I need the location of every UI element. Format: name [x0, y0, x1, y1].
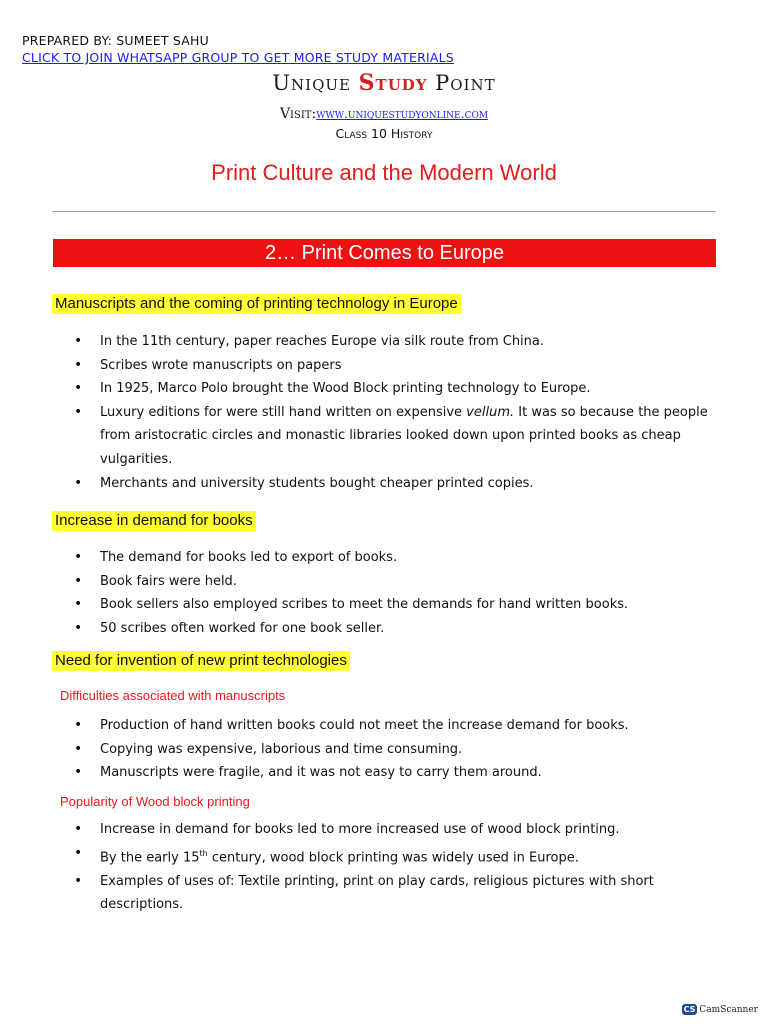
section-heading-manuscripts: Manuscripts and the coming of printing technology in Europe — [52, 294, 461, 314]
camscanner-logo-icon: CS — [683, 1005, 696, 1014]
ordinal-superscript: th — [199, 848, 208, 858]
list-item: • In 1925, Marco Polo brought the Wood Block printing technology to Europe. — [74, 377, 714, 401]
list-item: • Book fairs were held. — [74, 570, 714, 594]
demand-list — [74, 546, 714, 640]
list-item: • The demand for books led to export of books. — [74, 546, 714, 570]
section-heading-new-technologies: Need for invention of new print technologies — [52, 651, 350, 671]
wood-block-list — [74, 818, 714, 917]
list-item-text: By the early 15 — [100, 849, 200, 865]
chapter-title: Print Culture and the Modern World — [211, 160, 557, 185]
list-item: • Scribes wrote manuscripts on papers — [74, 354, 714, 378]
section-banner: 2… Print Comes to Europe — [53, 239, 716, 267]
list-item — [74, 401, 714, 472]
list-item-text-rest: It was so because the people from aristocratic circles and monastic libraries looked down upon printed books as cheap vulgarities. — [100, 404, 708, 467]
subheading-difficulties: Difficulties associated with manuscripts — [60, 688, 286, 703]
visit-line — [0, 106, 768, 122]
divider — [52, 211, 716, 212]
difficulties-list — [74, 714, 714, 785]
class-subject: Class 10 History — [335, 126, 433, 141]
brand-word-point: Point — [427, 71, 496, 95]
vellum-word: vellum. — [466, 404, 515, 420]
subheading-wood-block: Popularity of Wood block printing — [60, 794, 250, 809]
list-item: • In the 11th century, paper reaches Europe via silk route from China. — [74, 330, 714, 354]
camscanner-text: CamScanner — [699, 1004, 758, 1015]
section-heading-demand: Increase in demand for books — [52, 511, 256, 531]
list-item: • 50 scribes often worked for one book seller. — [74, 617, 714, 641]
list-item-text-rest: century, wood block printing was widely used in Europe. — [207, 849, 579, 865]
manuscripts-list — [74, 330, 714, 495]
brand-word-study: Study — [358, 70, 428, 96]
list-item-text: Luxury editions for were still hand written on expensive — [100, 404, 467, 420]
list-item — [74, 842, 714, 870]
list-item: • Merchants and university students bought cheaper printed copies. — [74, 472, 714, 496]
list-item: • Examples of uses of: Textile printing, print on play cards, religious pictures with short descriptions. — [74, 870, 714, 917]
list-item: • Book sellers also employed scribes to meet the demands for hand written books. — [74, 593, 714, 617]
website-link[interactable]: www.uniquestudyonline.com — [316, 106, 489, 121]
prepared-by: PREPARED BY: SUMEET SAHU — [22, 33, 209, 48]
list-item: • Copying was expensive, laborious and time consuming. — [74, 738, 714, 762]
list-item: • Increase in demand for books led to more increased use of wood block printing. — [74, 818, 714, 842]
whatsapp-group-link[interactable]: CLICK TO JOIN WHATSAPP GROUP TO GET MORE STUDY MATERIALS — [22, 50, 454, 65]
camscanner-watermark — [682, 1004, 758, 1015]
brand-title — [0, 70, 768, 96]
visit-label: Visit: — [279, 106, 317, 122]
list-item: • Manuscripts were fragile, and it was not easy to carry them around. — [74, 761, 714, 785]
list-item: • Production of hand written books could not meet the increase demand for books. — [74, 714, 714, 738]
brand-word-unique: Unique — [272, 71, 359, 95]
